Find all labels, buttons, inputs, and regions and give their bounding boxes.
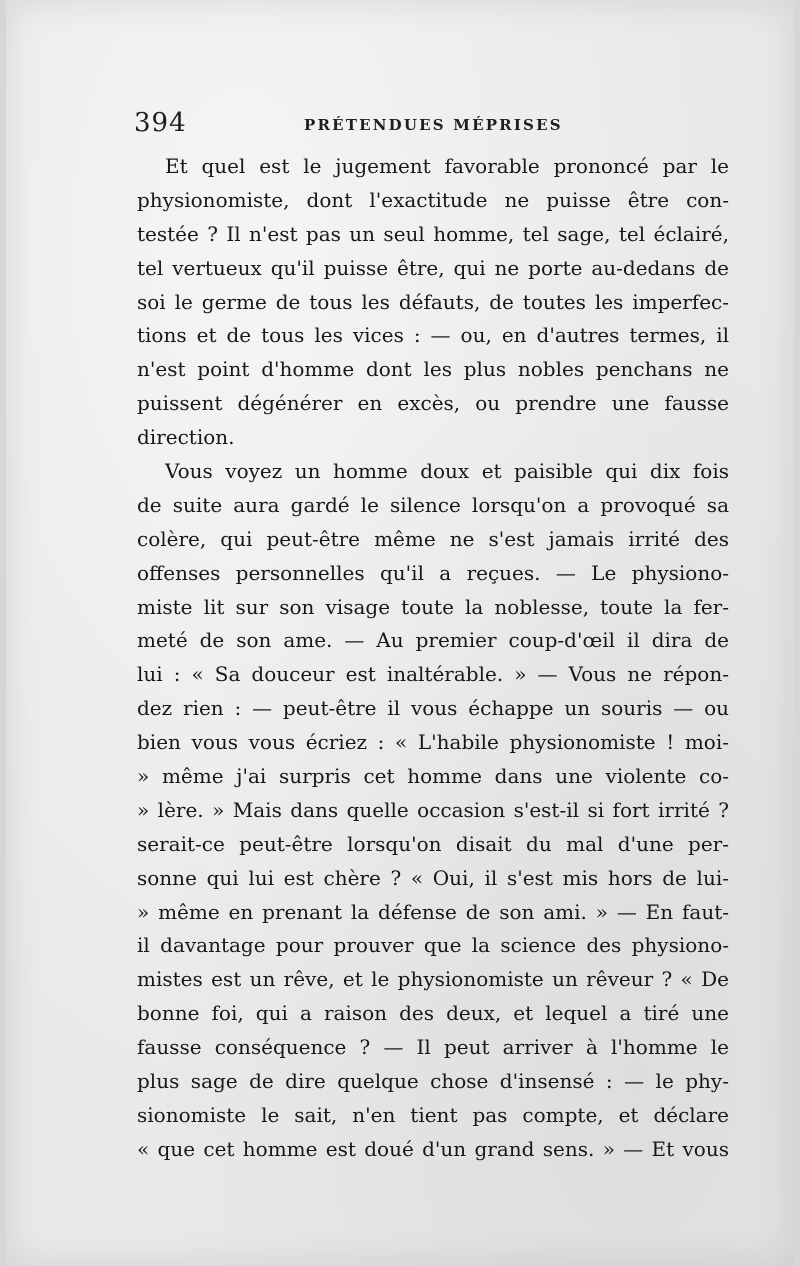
page-number: 394	[134, 108, 187, 138]
text-line: mistes est un rêve, et le physionomiste un rêveur ? « De	[137, 967, 729, 992]
text-line: plus sage de dire quelque chose d'insensé : — le phy-	[137, 1069, 729, 1094]
text-line: dez rien : — peut-être il vous échappe un souris — ou	[137, 696, 729, 721]
body-text	[137, 150, 729, 1167]
page-header	[134, 108, 730, 148]
text-line: serait-ce peut-être lorsqu'on disait du mal d'une per-	[137, 831, 729, 856]
text-line: direction.	[137, 425, 235, 450]
text-line: tel vertueux qu'il puisse être, qui ne porte au-dedans de	[137, 255, 729, 280]
text-line: lui : « Sa douceur est inaltérable. » — Vous ne répon-	[137, 662, 729, 687]
text-line: bonne foi, qui a raison des deux, et lequel a tiré une	[137, 1001, 729, 1026]
text-line: Et quel est le jugement favorable prononcé par le	[165, 154, 729, 178]
text-line: sonne qui lui est chère ? « Oui, il s'est mis hors de lui-	[137, 865, 729, 890]
text-line: colère, qui peut-être même ne s'est jamais irrité des	[137, 526, 729, 551]
text-line: n'est point d'homme dont les plus nobles penchans ne	[137, 357, 729, 382]
text-line: offenses personnelles qu'il a reçues. — Le physiono-	[137, 560, 729, 585]
book-page	[6, 0, 794, 1266]
paragraph	[137, 150, 729, 455]
text-line: « que cet homme est doué d'un grand sens. » — Et vous	[137, 1136, 729, 1161]
text-line: fausse conséquence ? — Il peut arriver à l'homme le	[137, 1035, 729, 1060]
text-line: physionomiste, dont l'exactitude ne puisse être con-	[137, 187, 729, 212]
text-line: tions et de tous les vices : — ou, en d'autres termes, il	[137, 323, 729, 348]
text-line: bien vous vous écriez : « L'habile physionomiste ! moi-	[137, 730, 729, 755]
text-line: soi le germe de tous les défauts, de toutes les imperfec-	[137, 289, 729, 314]
text-line: » même en prenant la défense de son ami. » — En faut-	[137, 899, 729, 924]
text-line: sionomiste le sait, n'en tient pas compte, et déclare	[137, 1102, 729, 1127]
text-line: testée ? Il n'est pas un seul homme, tel sage, tel éclairé,	[137, 221, 729, 246]
text-line: » même j'ai surpris cet homme dans une violente co-	[137, 764, 729, 789]
text-line: meté de son ame. — Au premier coup-d'œil il dira de	[137, 628, 729, 653]
text-line: il davantage pour prouver que la science des physiono-	[137, 933, 729, 958]
text-line: puissent dégénérer en excès, ou prendre une fausse	[137, 391, 729, 416]
text-line: de suite aura gardé le silence lorsqu'on a provoqué sa	[137, 492, 729, 517]
text-line: miste lit sur son visage toute la noblesse, toute la fer-	[137, 594, 729, 619]
running-title: PRÉTENDUES MÉPRISES	[304, 116, 563, 134]
text-line: Vous voyez un homme doux et paisible qui dix fois	[165, 459, 729, 484]
paragraph	[137, 455, 729, 1167]
text-line: » lère. » Mais dans quelle occasion s'est-il si fort irrité ?	[137, 797, 729, 822]
